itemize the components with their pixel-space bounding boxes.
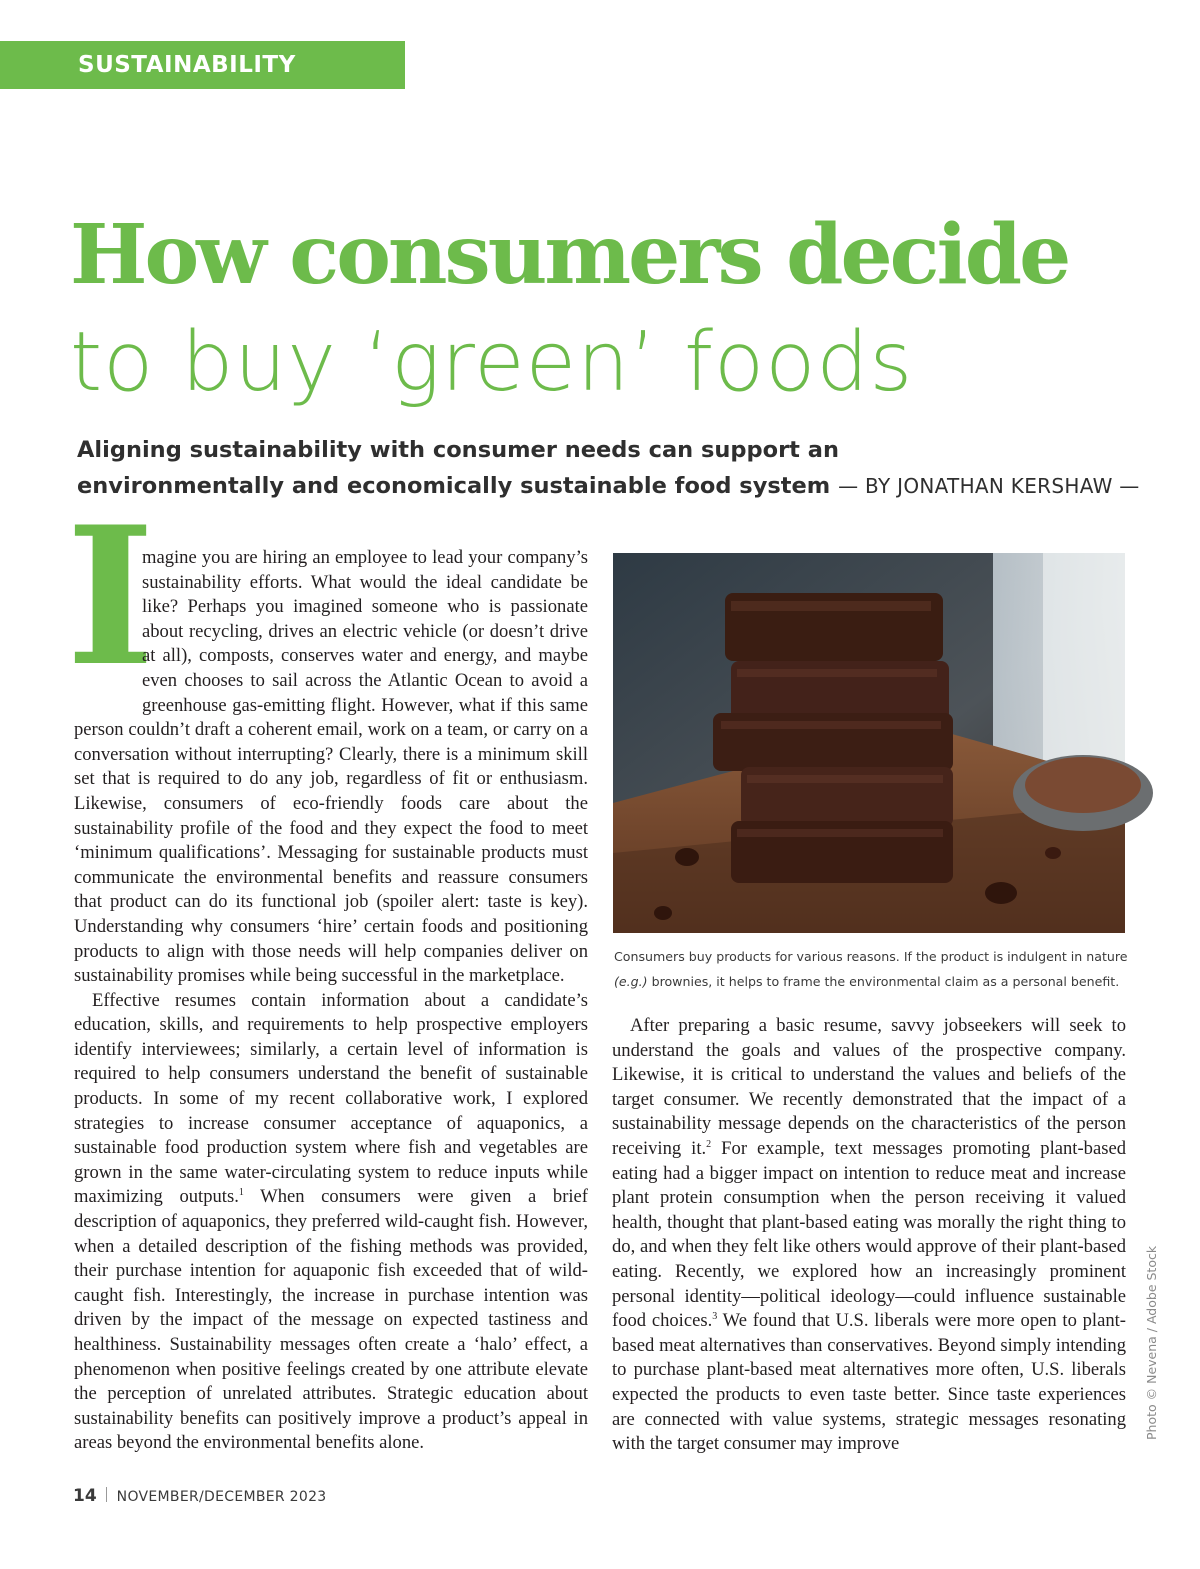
body-column-left (66, 485, 588, 1456)
caption-text: brownies, it helps to frame the environmental claim as a personal benefit. (647, 974, 1120, 989)
brownies-photo (613, 553, 1125, 933)
deck-line-2: environmentally and economically sustainable food system (77, 473, 831, 499)
footnote-ref: 3 (712, 1310, 718, 1322)
paragraph-text: Effective resumes contain information about a candidate’s education, skills, and requirements to help prospective employers identify interviewees; similarly, a certain level of information is required to help consumers understand the benefit of sustainable products. In some of my recent collaborative work, I explored strategies to increase consumer acceptance of aquaponics, a sustainable food production system where fish and vegetables are grown in the same water-circulating system to reduce inputs while maximizing outputs. (74, 989, 588, 1208)
footnote-ref: 2 (706, 1138, 712, 1150)
article-deck (77, 432, 1157, 504)
paragraph (74, 989, 588, 1456)
page-number: 14 (73, 1486, 97, 1506)
footer-divider (106, 1487, 107, 1502)
headline-line-2: to buy ‘green’ foods (70, 315, 914, 410)
issue-date: NOVEMBER/DECEMBER 2023 (116, 1489, 327, 1505)
drop-cap: I (66, 485, 155, 708)
photo-caption (614, 944, 1134, 994)
byline: — BY JONATHAN KERSHAW — (838, 474, 1140, 498)
headline-line-1: How consumers decide (70, 207, 1069, 303)
section-banner (0, 41, 405, 89)
paragraph-text: magine you are hiring an employee to lead your company’s sustainability efforts. What would the ideal candidate be like? Perhaps you imagined someone who is passionate about recycling, drives an electric vehicle (or doesn’t drive at all), composts, conserves water and energy, and maybe even chooses to sail across the Atlantic Ocean to avoid a greenhouse gas-emitting flight. However, what if this same person couldn’t draft a coherent email, work on a team, or carry on a conversation without interrupting? Clearly, there is a minimum skill set that is required to do any job, regardless of fit or enthusiasm. Likewise, consumers of eco-friendly foods care about the sustainability profile of the food and they expect the food to meet ‘minimum qualifications’. Messaging for sustainable products must communicate the environmental benefits and reassure consumers that product can do its functional job (spoiler alert: taste is key). Understanding why consumers ‘hire’ certain foods and positioning products to align with those needs will help companies deliver on sustainability promises while being successful in the marketplace. (74, 547, 588, 987)
page-footer (73, 1486, 327, 1506)
paragraph-text: When consumers were given a brief description of aquaponics, they preferred wild-caught fish. However, when a detailed description of the fishing methods was provided, their purchase intention for aquaponic fish exceeded that of wild-caught fish. Interestingly, the increase in purchase intention was driven by the impact of the message on expected tastiness and healthiness. Sustainability messages often create a ‘halo’ effect, a phenomenon when positive feelings created by one attribute elevate the perception of unrelated attributes. Strategic education about sustainability benefits can positively improve a product’s appeal in areas beyond the environmental benefits alone. (74, 1186, 588, 1454)
section-label: SUSTAINABILITY (78, 52, 296, 78)
paragraph-text: For example, text messages promoting plant-based eating had a bigger impact on intention to reduce meat and increase plant protein consumption when the person receiving it valued health, thought that plant-based eating was morally the right thing to do, and when they felt like others would approve of their plant-based eating. Recently, we explored how an increasingly prominent personal identity—political ideology—could influence sustainable food choices. (612, 1137, 1126, 1332)
paragraph-text: We found that U.S. liberals were more open to plant-based meat alternatives than conservatives. Beyond simply intending to purchase plant-based meat alternatives more often, U.S. liberals expected the products to even taste better. Since taste experiences are connected with value systems, strategic messages resonating with the target consumer may improve (612, 1310, 1126, 1455)
footnote-ref: 1 (238, 1187, 244, 1199)
body-column-right (612, 1014, 1126, 1457)
brownies-illustration (613, 553, 1125, 933)
caption-eg: (e.g.) (614, 974, 648, 989)
paragraph (612, 1014, 1126, 1457)
paragraph (66, 485, 588, 989)
paragraph-text: After preparing a basic resume, savvy jobseekers will seek to understand the goals and values of the prospective company. Likewise, it is critical to understand the values and beliefs of the target consumer. We recently demonstrated that the impact of a sustainability message depends on the characteristics of the person receiving it. (612, 1015, 1126, 1159)
caption-text: Consumers buy products for various reasons. If the product is indulgent in nature (614, 949, 1128, 964)
deck-line-1: Aligning sustainability with consumer needs can support an (77, 437, 839, 463)
photo-credit: Photo © Nevena / Adobe Stock (1144, 1245, 1159, 1440)
